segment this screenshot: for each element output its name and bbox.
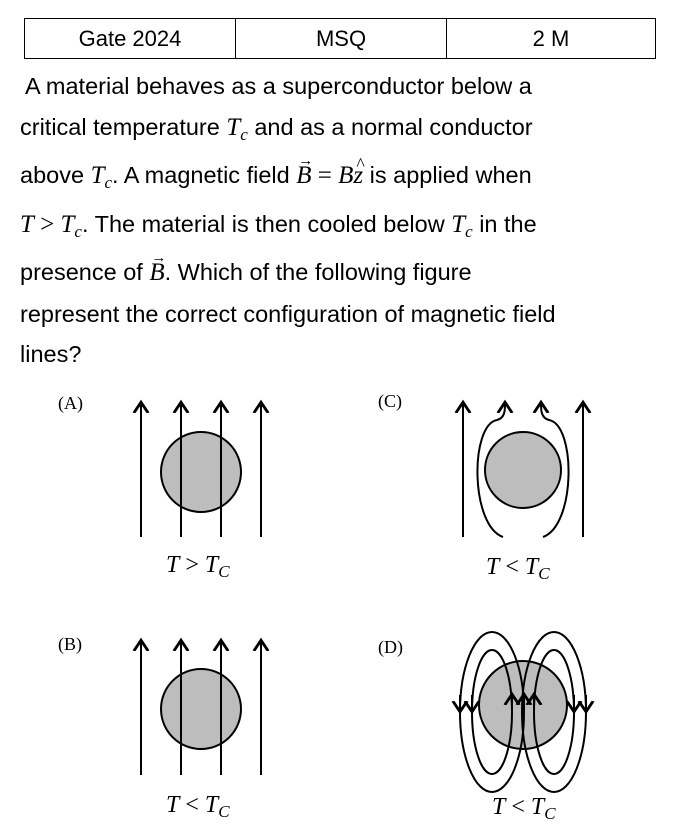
figure-b[interactable]: [141, 642, 261, 775]
math-zhat: ^ z: [353, 156, 363, 197]
math-gt: >: [33, 210, 61, 238]
question-line-6: represent the correct configuration of magnetic field: [20, 300, 556, 327]
math-vec-B: → B: [149, 253, 164, 294]
caption-sub: C: [538, 564, 550, 583]
caption-var: T: [530, 794, 545, 820]
option-d-label[interactable]: (D): [378, 637, 403, 657]
math-T: T: [226, 113, 241, 141]
caption-op: >: [185, 552, 199, 578]
math-vec-B: → B: [296, 156, 311, 197]
caption-var: T: [204, 552, 219, 578]
q-text: in the: [472, 210, 537, 237]
exam-name-cell: Gate 2024: [25, 19, 236, 59]
caption-var: T: [492, 794, 506, 820]
math-eq: =: [311, 162, 339, 189]
sphere: [485, 432, 561, 508]
option-c-label[interactable]: (C): [378, 391, 402, 411]
q-text: critical temperature: [20, 113, 227, 140]
math-T: T: [20, 210, 34, 238]
math-c: c: [465, 221, 473, 241]
question-type-cell: MSQ: [236, 19, 447, 59]
math-B: B: [338, 162, 354, 189]
q-text: is applied when: [363, 162, 532, 188]
option-b-label[interactable]: (B): [58, 634, 82, 654]
sphere: [161, 432, 241, 512]
math-T: T: [451, 210, 466, 238]
caption-var: T: [204, 792, 219, 818]
q-text: . The material is then cooled below: [81, 210, 452, 237]
figure-c[interactable]: [463, 404, 583, 537]
math-c: c: [74, 221, 82, 241]
caption-var: T: [486, 554, 500, 580]
sphere: [161, 669, 241, 749]
q-text: and as a normal conductor: [247, 113, 533, 140]
caption-op: <: [511, 794, 525, 820]
caption-op: <: [505, 554, 519, 580]
math-c: c: [104, 173, 113, 192]
question-line-1: A material behaves as a superconductor below a: [25, 73, 532, 99]
figure-d[interactable]: [460, 632, 586, 792]
caption-var: T: [166, 552, 180, 578]
caption-op: <: [185, 792, 199, 818]
caption-sub: C: [218, 562, 230, 581]
q-text: . A magnetic field: [112, 162, 297, 188]
caption-sub: C: [544, 804, 556, 823]
caption-var: T: [524, 554, 539, 580]
caption-var: T: [166, 792, 180, 818]
question-line-7: lines?: [20, 341, 82, 367]
math-c: c: [240, 124, 248, 144]
q-text: above: [20, 162, 91, 188]
q-text: presence of: [20, 259, 150, 285]
figure-a[interactable]: [141, 404, 261, 537]
caption-sub: C: [218, 802, 230, 821]
option-a-label[interactable]: (A): [58, 393, 83, 413]
marks-cell: 2 M: [447, 19, 656, 59]
math-T: T: [60, 210, 75, 238]
math-T: T: [90, 162, 105, 189]
q-text: . Which of the following figure: [164, 259, 472, 285]
